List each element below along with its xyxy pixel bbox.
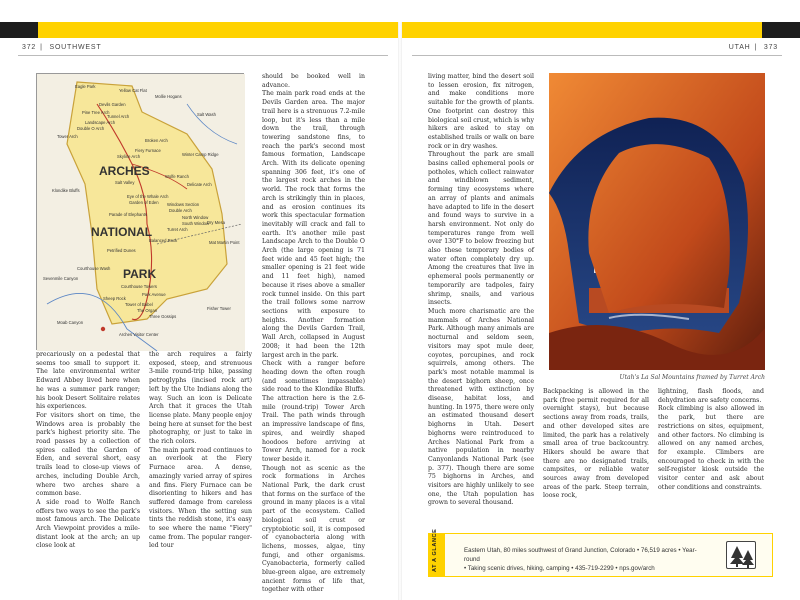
map-label: Wolfe Ranch — [165, 174, 189, 179]
map-label: Dry Mesa — [207, 220, 225, 225]
header-rule-right — [412, 55, 782, 56]
map-label: Yellow Cat Flat — [119, 88, 147, 93]
turret-arch-photo — [549, 73, 765, 370]
map-label: Moab Canyon — [57, 320, 84, 325]
photo-svg — [549, 73, 765, 370]
map-label: Courthouse Towers — [121, 284, 158, 289]
map-label: Eagle Park — [75, 84, 96, 89]
header-bar-left — [38, 22, 398, 38]
at-a-glance-box — [428, 528, 773, 577]
map-label: Tower of Babel — [125, 302, 153, 307]
map-label: Sheep Rock — [103, 296, 126, 301]
header-bar-right — [402, 22, 762, 38]
map-label: Balanced Rock — [149, 238, 178, 243]
map-label: Mollie Hogans — [155, 94, 182, 99]
text-column-5: Backpacking is allowed in the park (free permit required for all overnight stays), but because sections away from roads, trails, and other developed sites are limited, the park has a relatively small area of true backcountry. Hikers should be aware that there are no designated trails, campsites, or reliable water sources away from developed areas of the park. Steep terrain, loose rock, — [543, 388, 649, 500]
map-label: Broken Arch — [145, 138, 168, 143]
map-label: Salt Valley — [115, 180, 135, 185]
map-label: Skyline Arch — [117, 154, 141, 159]
at-a-glance-line-2: • Taking scenic drives, hiking, camping • 435-719-2299 • nps.gov/arch — [464, 565, 655, 572]
page-number-left: 372 — [22, 44, 37, 51]
map-label: Eye of the Whale Arch — [127, 194, 169, 199]
map-label: Fiery Furnace — [135, 148, 161, 153]
map-label: Arches Visitor Center — [119, 332, 159, 337]
text-column-3: should be booked well in advance. The main park road ends at the Devils Garden area. The major trail here is a strenuous 7.2-mile loop, but it's less than a mile down the trail, through towering sandstone fins, to reach the park's second most famous formation, Landscape Arch. With its delicate opening spanning 306 feet, it's one of the largest rock arches in the world. The rock that forms the arch is strikingly thin in places, and as erosion continues its work this spectacular formation inevitably will crack and fall to earth. It's another mile past Landscape Arch to the Double O Arch (the large opening is 71 feet wide and 45 feet high; the smaller opening is 21 feet wide and 11 feet high), named because it rises above a smaller rock tunnel inside. On this part the trail follows some narrow sections with exposure to heights. Another formation along the Devils Garden Trail, Wall Arch, collapsed in August 2008; it had been the 12th largest arch in the park. Check with a ranger before heading down the often rough (and sometimes impassable) side road to the Klondike Bluffs. The attraction here is the 2.6-mile (round-trip) Tower Arch Trail. The path winds through an impressive landscape of fins, spires, and weirdly shaped hoodoos before arriving at Tower Arch, named for a rock tower beside it. Though not as scenic as the rock formations in Arches National Park, the dark crust that forms on the surface of the ground in many places is a vital part of the ecosystem. Called biological soil crust or cryptobiotic soil, it is composed of cyanobacteria along with lichens, mosses, algae, tiny fungi, and other organisms. Cyanobacteria, formerly called blue-green algae, are extremely ancient forms of life that, together with other — [262, 73, 365, 594]
map-label: Double Arch — [169, 208, 192, 213]
map-label: Fisher Tower — [207, 306, 231, 311]
map-label: Mat Martin Point — [209, 240, 240, 245]
map-label: Parade of Elephants — [109, 212, 147, 217]
header-bar-left-cap — [0, 22, 38, 38]
visitor-center-marker — [101, 327, 105, 331]
map-label: Sevenmile Canyon — [43, 276, 79, 281]
running-head-left: 372 | SOUTHWEST — [22, 44, 102, 51]
at-a-glance-label: AT A GLANCE — [432, 528, 438, 572]
map-label: Tower Arch — [57, 134, 78, 139]
header-rule-left — [18, 55, 388, 56]
text-column-1: precariously on a pedestal that seems too small to support it. The late environmental writer Edward Abbey lived here when he was a summer park ranger; his book Desert Solitaire relates his experiences. For visitors short on time, the Windows area is probably the park's highest priority site. The road passes by a collection of spires called the Garden of Eden, and several short, easy trails lead to close-up views of arches, including Double Arch, where two arches share a common base. A side road to Wolfe Ranch offers two ways to see the park's most famous arch. The Delicate Arch Viewpoint provides a mile-distant look at the arch; an up close look at — [36, 351, 140, 550]
map-title-national: NATIONAL — [91, 225, 153, 239]
map-label: North Window — [182, 215, 209, 220]
map-label: Windows Section — [167, 202, 200, 207]
map-label: Landscape Arch — [85, 120, 116, 125]
tree-icon — [726, 541, 756, 569]
park-map — [36, 73, 244, 350]
header-bar-right-cap — [762, 22, 800, 38]
map-label: Petrified Dunes — [107, 248, 136, 253]
page-number-right: 373 — [763, 44, 778, 51]
at-a-glance-line-1: Eastern Utah, 80 miles southwest of Grand Junction, Colorado • 76,519 acres • Year-round — [464, 547, 697, 563]
page-gutter — [398, 22, 402, 600]
section-title-right: UTAH — [728, 44, 751, 51]
section-title-left: SOUTHWEST — [49, 44, 102, 51]
text-column-6: lightning, flash floods, and dehydration are safety concerns. Rock climbing is also allowed in the park, but there are restrictions on sites, equipment, and other factors. No climbing is allowed on any named arches, for example. Climbers are encouraged to check in with the self-register kiosk outside the visitor center and ask about other conditions and constraints. — [658, 388, 764, 491]
map-title-arches: ARCHES — [99, 164, 150, 178]
map-label: Garden of Eden — [129, 200, 159, 205]
map-label: Delicate Arch — [187, 182, 212, 187]
running-head-right: UTAH | 373 — [728, 44, 778, 51]
at-a-glance-text — [464, 546, 712, 573]
park-map-svg — [37, 74, 245, 351]
map-label: Courthouse Wash — [77, 266, 111, 271]
map-label: Three Gossips — [149, 314, 177, 319]
map-label: Salt Wash — [197, 112, 216, 117]
at-a-glance-tab — [429, 528, 445, 576]
map-title-park: PARK — [123, 267, 157, 281]
text-column-2: the arch requires a fairly exposed, steep, and strenuous 3-mile round-trip hike, passing petroglyphs (incised rock art) left by the Ute Indians along the way. Such an icon is Delicate Arch that it graces the Utah license plate. Many people enjoy being here at sunset for the best photography, or just to take in the rich colors. The main park road continues to an overlook at the Fiery Furnace area. A dense, amazingly varied array of spires and fins. Fiery Furnace can be disorienting to hikers and has suffered damage from careless visitors. When the setting sun tints the reddish stone, it's easy to see where the name "Fiery" came from. The popular ranger-led tour — [149, 351, 252, 550]
map-label: South Window — [182, 221, 209, 226]
map-label: Klondike Bluffs — [52, 188, 80, 193]
map-label: Double O Arch — [77, 126, 105, 131]
map-label: Winter Camp Ridge — [182, 152, 219, 157]
text-column-4: living matter, bind the desert soil to lessen erosion, fix nitrogen, and make conditions more suitable for the growth of plants. One footprint can destroy this biological soil crust, which is why hikers are asked to stay on established trails or walk on bare rock or in dry washes. Throughout the park are small basins called ephemeral pools or potholes, which collect rainwater and windblown sediment, forming tiny ecosystems where an array of plants and animals have adapted to life in the desert and found ways to survive in a harsh environment. Not only do temperatures range from well over 130°F to below freezing but also these temporary bodies of water often completely dry up. Among the creatures that live in ephemeral pools permanently or temporarily are tadpoles, fairy shrimp, snails, and various insects. Much more charismatic are the mammals of Arches National Park. Although many animals are nocturnal and seldom seen, visitors may spot mule deer, coyotes, porcupines, and rock squirrels, among others. The park's most notable mammal is the desert bighorn sheep, once threatened with extinction by disease, habitat loss, and hunting. In 1975, there were only an estimated thousand desert bighorns in Utah. Desert bighorns were reintroduced to Arches National Park from a native population in nearby Canyonlands National Park (see p. 377). Though there are some 75 bighorns in Arches, and visitors are highly unlikely to see one, the Utah population has grown to several thousand. — [428, 73, 534, 507]
map-label: Turret Arch — [167, 227, 188, 232]
map-label: Tunnel Arch — [107, 114, 130, 119]
map-label: The Organ — [137, 308, 158, 313]
map-label: Devils Garden — [99, 102, 126, 107]
map-label: Pine Tree Arch — [82, 110, 110, 115]
photo-caption: Utah's La Sal Mountains framed by Turret Arch — [619, 374, 765, 381]
map-label: Park Avenue — [142, 292, 166, 297]
